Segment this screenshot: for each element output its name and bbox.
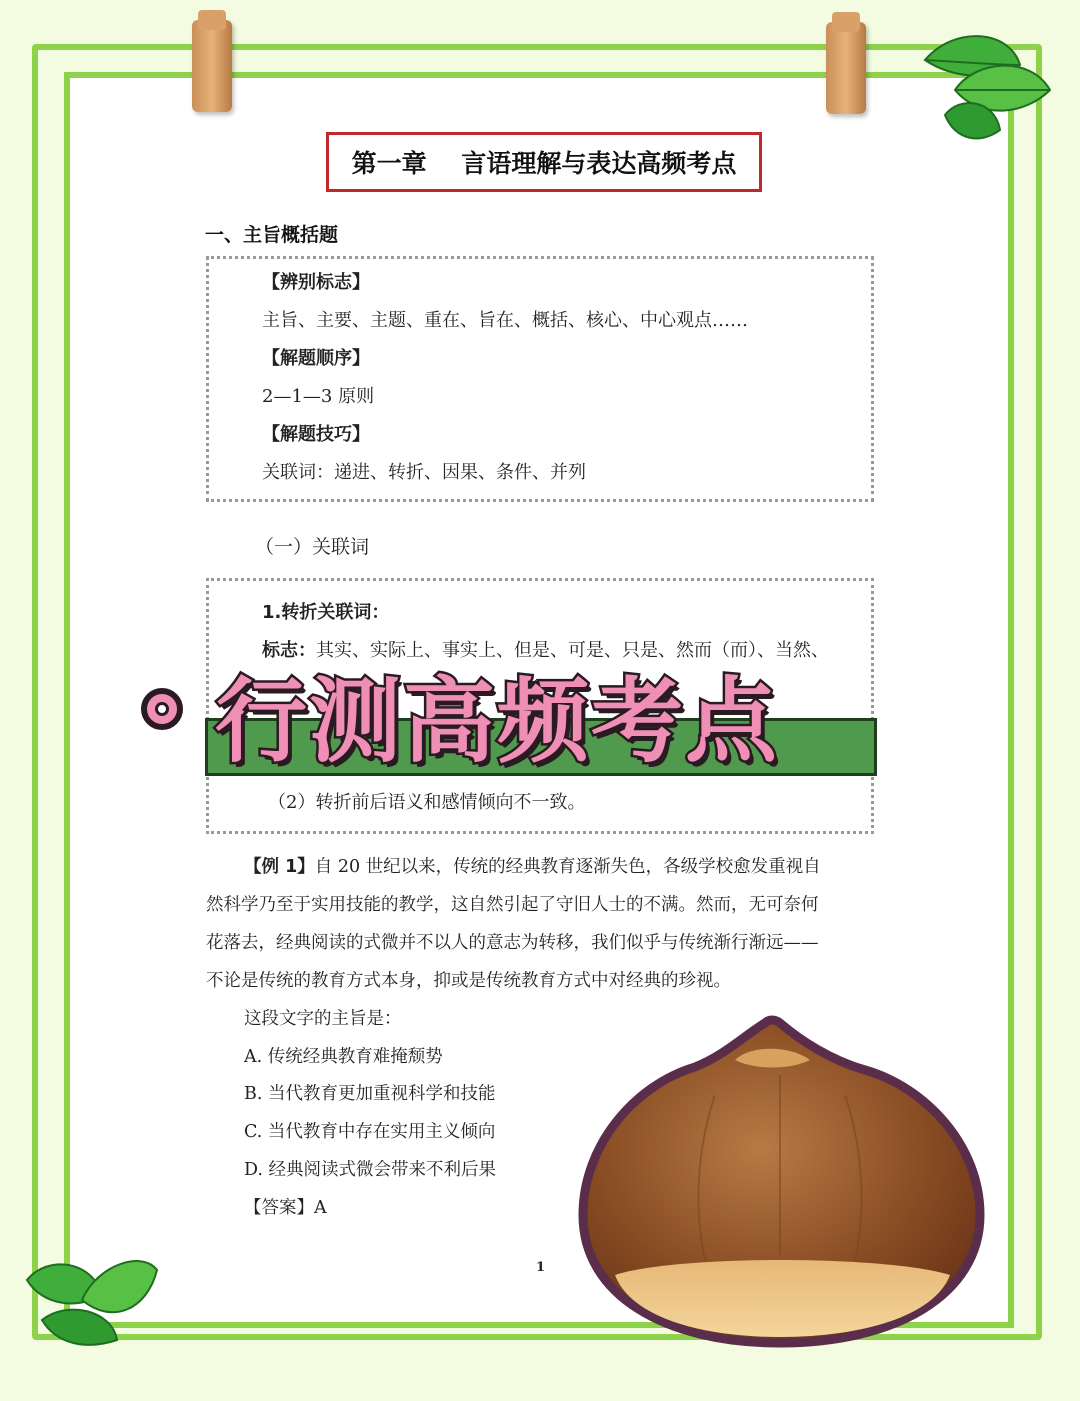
answer: 【答案】A: [244, 1198, 327, 1218]
example-text: 自 20 世纪以来，传统的经典教育逐渐失色，各级学校愈发重视自: [314, 857, 821, 877]
option-c: C. 当代教育中存在实用主义倾向: [244, 1122, 496, 1142]
box-item: （2）转折前后语义和感情倾向不一致。: [268, 792, 586, 813]
box-text: 2—1—3 原则: [262, 386, 375, 407]
box-label: 【辨别标志】: [262, 272, 370, 293]
circle-bullet-icon: [141, 688, 183, 730]
clothespin-icon: [826, 22, 866, 114]
section-heading: 一、主旨概括题: [205, 224, 339, 246]
example-line: 然科学乃至于实用技能的教学，这自然引起了守旧人士的不满。然而，无可奈何: [206, 895, 819, 915]
question-text: 这段文字的主旨是：: [244, 1009, 402, 1029]
option-b: B. 当代教育更加重视科学和技能: [244, 1084, 496, 1104]
box-text: 主旨、主要、主题、重在、旨在、概括、核心、中心观点……: [262, 310, 748, 331]
option-a: A. 传统经典教育难掩颓势: [244, 1047, 443, 1067]
example-line: 花落去，经典阅读的式微并不以人的意志为转移，我们似乎与传统渐行渐远——: [206, 933, 819, 953]
example-label: 【例 1】: [244, 857, 315, 877]
example-line: 不论是传统的教育方式本身，抑或是传统教育方式中对经典的珍视。: [206, 971, 731, 991]
chapter-title: 第一章 言语理解与表达高频考点: [351, 149, 737, 178]
example-line: [244, 853, 821, 878]
sign-text: 其实、实际上、事实上、但是、可是、只是、然而（而）、当然、: [316, 640, 829, 661]
sub-heading: （一）关联词: [255, 536, 370, 558]
box-label: 【解题顺序】: [262, 348, 370, 369]
leaf-icon: [915, 20, 1055, 150]
leaf-icon: [22, 1240, 162, 1350]
banner-title: 行测高频考点: [215, 668, 780, 775]
sign-label: 标志：: [262, 640, 316, 661]
box-title: 1.转折关联词：: [262, 602, 390, 623]
chapter-title-box: [326, 132, 762, 192]
box-text: 关联词：递进、转折、因果、条件、并列: [262, 462, 586, 483]
clothespin-icon: [192, 20, 232, 112]
option-d: D. 经典阅读式微会带来不利后果: [244, 1160, 497, 1180]
chestnut-icon: [575, 1015, 995, 1350]
box-label: 【解题技巧】: [262, 424, 370, 445]
page-number: 1: [536, 1260, 546, 1275]
